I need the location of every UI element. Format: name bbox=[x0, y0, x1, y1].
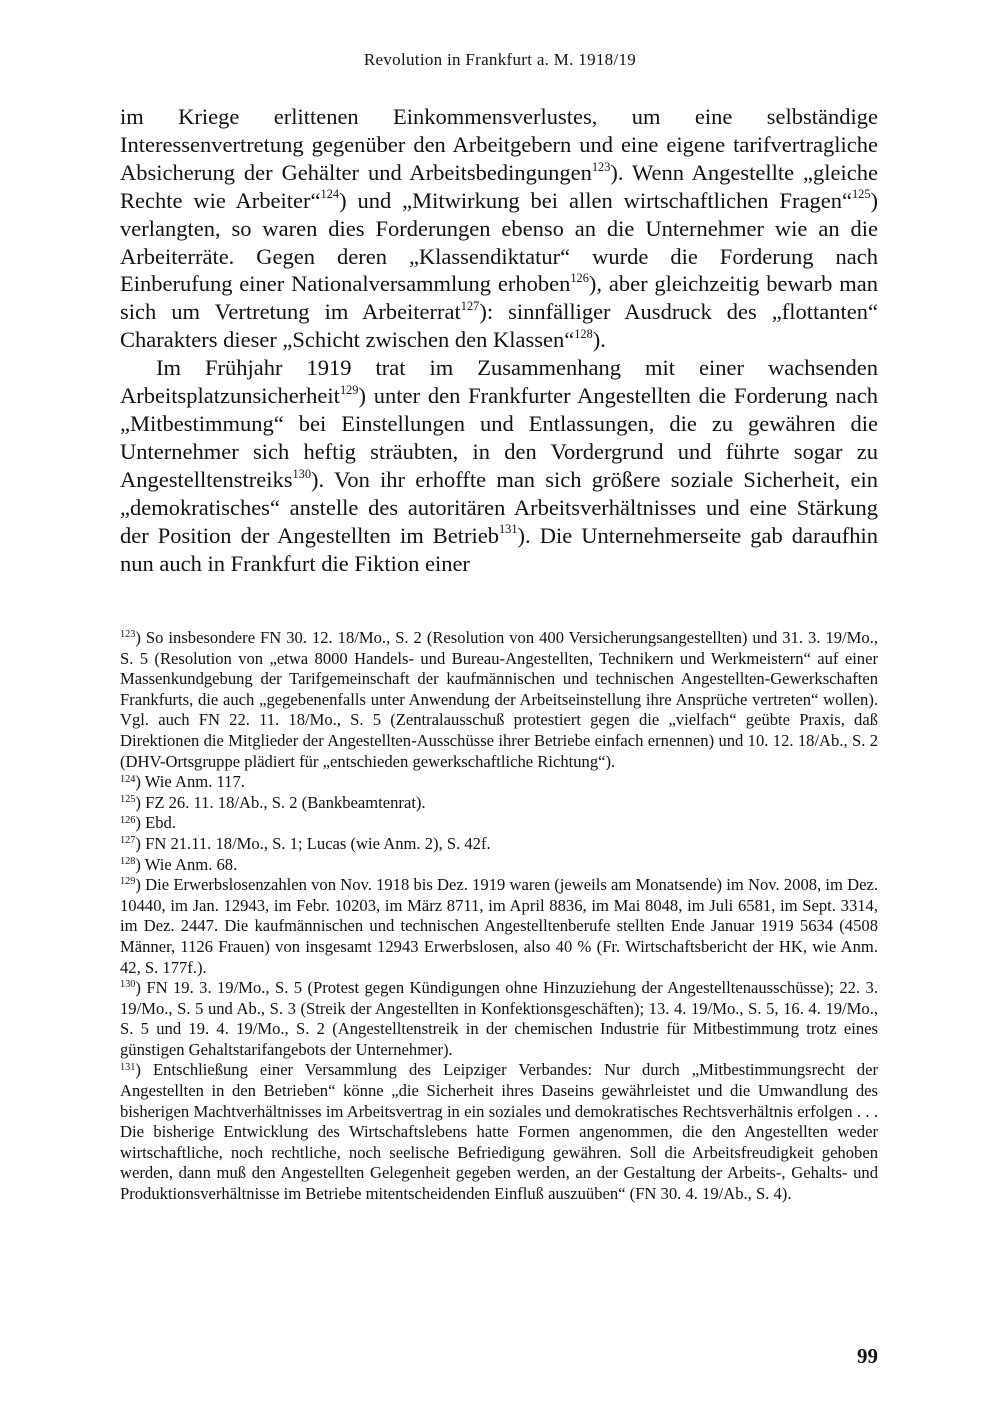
footnote-number: 123 bbox=[120, 629, 136, 641]
footnote-text: ) So insbesondere FN 30. 12. 18/Mo., S. 2 (Resolution von 400 Versicherungsangestellten) und 31. 3. 19/Mo., S. 5 (Resolution von „etwa 8000 Handels- und Bureau-Angestellten, Technikern und Werkmeistern“ auf einer Massenkundgebung der Tarifgemeinschaft der kaufmännischen und technischen Angestellten-Gewerkschaften Frankfurts, die auch „gegebenenfalls unter Anwendung der Arbeitseinstellung ihre Ansprüche vertreten“ wollen). Vgl. auch FN 22. 11. 18/Mo., S. 5 (Zentralausschuß protestiert gegen die „vielfach“ geübte Praxis, daß Direktionen die Mitglieder der Angestellten-Ausschüsse ihrer Betriebe einfach ernennen) und 10. 12. 18/Ab., S. 2 (DHV-Ortsgruppe plädiert für „entschieden gewerkschaftliche Richtung“). bbox=[120, 628, 878, 771]
footnote bbox=[120, 1060, 878, 1204]
text-segment: ) und „Mitwirkung bei allen wirtschaftlichen Fragen“ bbox=[339, 187, 852, 213]
text-segment: ). Wenn Angestellte „gleiche Rechte wie Arbeiter“ bbox=[120, 159, 879, 213]
footnote-text: ) Entschließung einer Versammlung des Leipziger Verbandes: Nur durch „Mitbestimmungsrecht der Angestellten in den Betrieben“ könne „die Sicherheit ihres Daseins gewährleistet und die Umwandlung des bisherigen Machtverhältnisses im Arbeitsvertrag in ein soziales und demokratisches Rechtsverhältnis erfolgen . . . Die bisherige Entwicklung des Wirtschaftslebens hatte Formen angenommen, die den Angestellten weder wirtschaftliche, noch rechtliche, noch seelische Befriedigung gewähren. Soll die Arbeitsfreudigkeit gehoben werden, dann muß den Angestellten Gelegenheit gegeben werden, an der Gestaltung der Arbeits-, Gehalts- und Produktionsverhältnisse im Betriebe mitentscheidenden Einfluß auszuüben“ (FN 30. 4. 19/Ab., S. 4). bbox=[120, 1060, 878, 1204]
footnote bbox=[120, 813, 878, 834]
footnote-ref: 123 bbox=[591, 159, 611, 174]
paragraph-1 bbox=[120, 103, 878, 354]
footnote-number: 129 bbox=[120, 876, 136, 888]
footnote-text: ) Ebd. bbox=[135, 813, 176, 833]
footnote-text: ) FN 19. 3. 19/Mo., S. 5 (Protest gegen Kündigungen ohne Hinzuziehung der Angestelltenausschüsse); 22. 3. 19/Mo., S. 5 und Ab., S. 3 (Streik der Angestellten in Konfektionsgeschäften); 13. 4. 19/Mo., S. 5, 16. 4. 19/Mo., S. 5 und 19. 4. 19/Mo., S. 2 (Angestelltenstreik in der chemischen Industrie für Mitbestimmung trotz eines günstigen Gehaltstarifangebots der Unternehmer). bbox=[120, 978, 878, 1059]
footnote-text: ) FN 21.11. 18/Mo., S. 1; Lucas (wie Anm. 2), S. 42f. bbox=[135, 833, 491, 853]
footnote bbox=[120, 834, 878, 855]
footnote bbox=[120, 793, 878, 814]
text-segment: ). bbox=[592, 327, 606, 353]
text-segment: ), aber gleichzeitig bewarb man sich um Vertretung im Arbeiterrat bbox=[120, 271, 878, 325]
page-number: 99 bbox=[857, 1344, 878, 1368]
footnote-text: ) Die Erwerbslosenzahlen von Nov. 1918 bis Dez. 1919 waren (jeweils am Monatsende) im Nov. 2008, im Dez. 10440, im Jan. 12943, im Febr. 10203, im März 8711, im April 8836, im Mai 8048, im Juli 6581, im Sept. 3314, im Dez. 2447. Die kaufmännischen und technischen Angestelltenberufe stellten Ende Januar 1919 5634 (4508 Männer, 1126 Frauen) von insgesamt 12943 Erwerbslosen, also 40 % (Fr. Wirtschaftsbericht der HK, wie Anm. 42, S. 177f.). bbox=[120, 875, 878, 977]
text-segment: ) verlangten, so waren dies Forderungen ebenso an die Unternehmer wie an die Arbeiterräte. Gegen deren „Klassendiktatur“ wurde die Forderung nach Einberufung einer Nationalversammlung erhoben bbox=[120, 187, 878, 297]
footnote-number: 127 bbox=[120, 835, 136, 847]
footnote-ref: 128 bbox=[574, 326, 593, 341]
footnote-number: 126 bbox=[120, 814, 136, 826]
footnote-ref: 125 bbox=[851, 187, 871, 202]
footnote-ref: 126 bbox=[570, 271, 589, 286]
footnote bbox=[120, 628, 878, 772]
footnote-number: 124 bbox=[120, 773, 136, 785]
footnote-number: 131 bbox=[120, 1061, 136, 1073]
footnote-text: ) Wie Anm. 68. bbox=[135, 854, 238, 874]
footnote-ref: 124 bbox=[320, 187, 340, 202]
paragraph-2 bbox=[120, 354, 878, 577]
footnote bbox=[120, 875, 878, 978]
footnote-ref: 127 bbox=[460, 299, 480, 314]
footnote-number: 130 bbox=[120, 979, 136, 991]
footnote bbox=[120, 978, 878, 1060]
footnote-number: 128 bbox=[120, 855, 136, 867]
text-segment: ) unter den Frankfurter Angestellten die Forderung nach „Mitbestimmung“ bei Einstellungen und Entlassungen, die zu gewähren die Unternehmer sich heftig sträubten, in den Vordergrund und führte sogar zu Angestelltenstreiks bbox=[120, 383, 878, 492]
footnote-text: ) FZ 26. 11. 18/Ab., S. 2 (Bankbeamtenrat). bbox=[135, 792, 426, 812]
footnote bbox=[120, 855, 878, 876]
footnote-number: 125 bbox=[120, 794, 136, 806]
footnote bbox=[120, 772, 878, 793]
footnote-ref: 131 bbox=[498, 522, 518, 537]
footnote-ref: 129 bbox=[339, 382, 359, 397]
text-segment: ). Die Unternehmerseite gab daraufhin nun auch in Frankfurt die Fiktion einer bbox=[120, 522, 878, 576]
footnote-ref: 130 bbox=[292, 466, 312, 481]
footnote-text: ) Wie Anm. 117. bbox=[135, 772, 245, 792]
main-text bbox=[120, 103, 878, 577]
text-segment: Im Frühjahr 1919 trat im Zusammenhang mit einer wachsenden Arbeitsplatzunsicherheit bbox=[120, 355, 878, 409]
text-segment: im Kriege erlittenen Einkommensverlustes, um eine selbständige Interessenvertretung gegenüber den Arbeitgebern und eine eigene tarifvertragliche Absicherung der Gehälter und Arbeitsbedingungen bbox=[120, 104, 878, 185]
running-head: Revolution in Frankfurt a. M. 1918/19 bbox=[363, 50, 637, 69]
footnotes-section bbox=[120, 628, 878, 1205]
text-segment: ): sinnfälliger Ausdruck des „flottanten“ Charakters dieser „Schicht zwischen den Klassen“ bbox=[120, 299, 878, 353]
text-segment: ). Von ihr erhoffte man sich größere soziale Sicherheit, ein „demokratisches“ anstelle des autoritären Arbeitsverhältnisses und eine Stärkung der Position der Angestellten im Betrieb bbox=[120, 466, 878, 548]
